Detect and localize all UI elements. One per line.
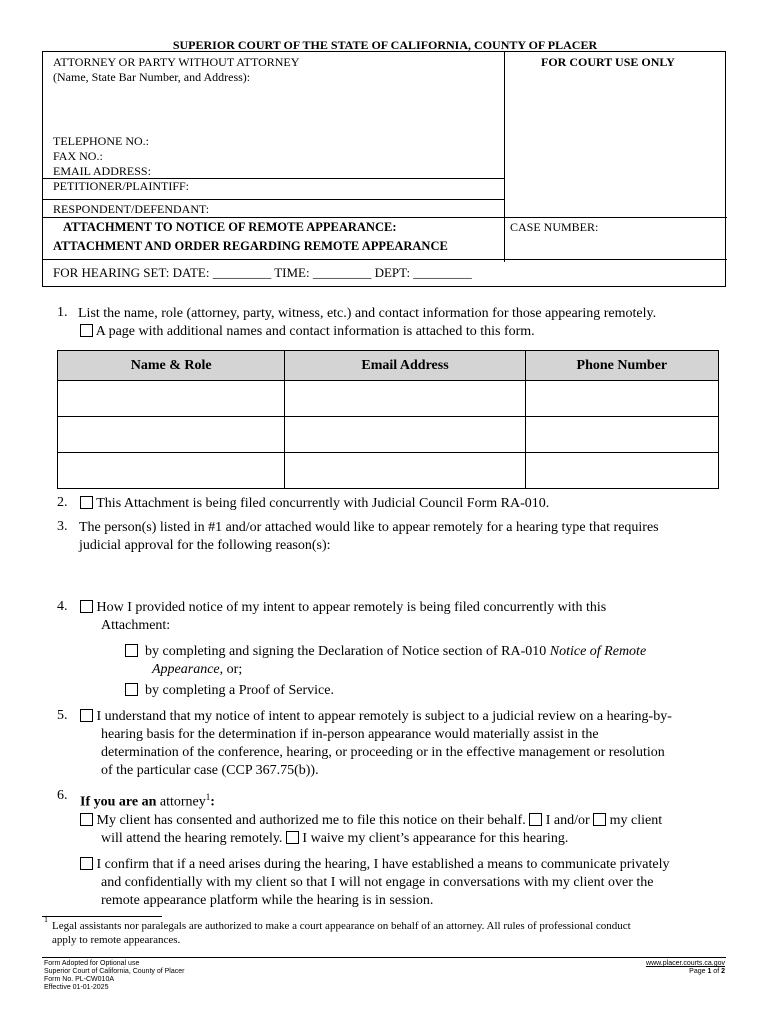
page-indicator: Page 1 of 2 bbox=[689, 968, 725, 975]
item-1-text: List the name, role (attorney, party, witness, etc.) and contact information for those appearing remotely. bbox=[78, 306, 657, 321]
item-6b-line3: remote appearance platform while the hearing is in session. bbox=[101, 893, 434, 908]
footer-left bbox=[44, 960, 184, 992]
case-number-field[interactable] bbox=[603, 220, 718, 256]
item-5-line1: I understand that my notice of intent to appear remotely is subject to a judicial review on a hearing-by- bbox=[96, 709, 672, 724]
item-6a-iand: I and/or bbox=[545, 813, 590, 828]
footer-court: Superior Court of California, County of Placer bbox=[44, 968, 185, 975]
notice-filed-checkbox[interactable] bbox=[80, 600, 93, 613]
item-5-number: 5. bbox=[57, 708, 68, 723]
name-role-cell[interactable] bbox=[58, 417, 285, 453]
remote-appearance-table bbox=[57, 350, 719, 489]
item-6a-text: My client has consented and authorized me to file this notice on their behalf. bbox=[96, 813, 526, 828]
fax-label: FAX NO.: bbox=[53, 149, 103, 163]
item-4-line1: How I provided notice of my intent to appear remotely is being filed concurrently with this bbox=[96, 600, 607, 615]
footer-divider bbox=[42, 957, 726, 958]
petitioner-label: PETITIONER/PLAINTIFF: bbox=[53, 179, 189, 193]
name-role-cell[interactable] bbox=[58, 381, 285, 417]
email-cell[interactable] bbox=[285, 381, 525, 417]
item-6-heading: If you are an bbox=[80, 794, 157, 810]
item-5-line4: of the particular case (CCP 367.75(b)). bbox=[101, 763, 319, 778]
reasons-field[interactable] bbox=[79, 557, 719, 593]
attorney-label: ATTORNEY OR PARTY WITHOUT ATTORNEY bbox=[53, 55, 300, 69]
waive-appearance-checkbox[interactable] bbox=[286, 831, 299, 844]
item-5-line2: hearing basis for the determination if in-person appearance would materially assist in the bbox=[101, 727, 599, 742]
phone-cell[interactable] bbox=[525, 417, 718, 453]
item-6b-line1: I confirm that if a need arises during the hearing, I have established a means to communicate privately bbox=[96, 857, 670, 872]
item-4-line2: Attachment: bbox=[101, 618, 171, 633]
item-6a-line2: will attend the hearing remotely. bbox=[101, 831, 283, 846]
footer-url-link[interactable]: www.placer.courts.ca.gov bbox=[646, 960, 725, 967]
item-6-colon: : bbox=[210, 794, 215, 810]
table-row bbox=[58, 417, 719, 453]
footer-right bbox=[646, 960, 725, 976]
i-attend-checkbox[interactable] bbox=[529, 813, 542, 826]
item-6a-client: my client bbox=[609, 813, 663, 828]
ra010-concurrent-checkbox[interactable] bbox=[80, 496, 93, 509]
footnote-line1: Legal assistants nor paralegals are authorized to make a court appearance on behalf of an attorney. All rules of professional conduct bbox=[52, 920, 631, 932]
item-2-number: 2. bbox=[57, 495, 68, 510]
phone-cell[interactable] bbox=[525, 381, 718, 417]
item-1-number: 1. bbox=[57, 305, 68, 320]
proof-of-service-checkbox[interactable] bbox=[125, 683, 138, 696]
item-4a-line2: , or; bbox=[219, 662, 243, 677]
item-6-attorney: attorney bbox=[156, 794, 206, 810]
item-4-number: 4. bbox=[57, 599, 68, 614]
column-header-email: Email Address bbox=[285, 351, 525, 381]
table-row bbox=[58, 381, 719, 417]
private-communication-checkbox[interactable] bbox=[80, 857, 93, 870]
declaration-notice-checkbox[interactable] bbox=[125, 644, 138, 657]
email-cell[interactable] bbox=[285, 417, 525, 453]
hearing-line[interactable]: FOR HEARING SET: DATE: _________ TIME: _________ DEPT: _________ bbox=[53, 265, 472, 280]
footnote-mark: 1 bbox=[44, 915, 48, 924]
form-title-line1: ATTACHMENT TO NOTICE OF REMOTE APPEARANCE: bbox=[63, 220, 397, 234]
column-header-name-role: Name & Role bbox=[58, 351, 285, 381]
additional-names-checkbox[interactable] bbox=[80, 324, 93, 337]
email-label: EMAIL ADDRESS: bbox=[53, 164, 151, 178]
additional-names-label: A page with additional names and contact information is attached to this form. bbox=[95, 324, 535, 339]
case-number-label: CASE NUMBER: bbox=[510, 220, 599, 234]
phone-cell[interactable] bbox=[525, 453, 718, 489]
footer-effective-date: Effective 01-01-2025 bbox=[44, 984, 109, 991]
court-use-label: FOR COURT USE ONLY bbox=[541, 55, 675, 69]
table-row bbox=[58, 453, 719, 489]
item-4a-form-name-end: Appearance bbox=[152, 662, 220, 677]
footnote-line2: apply to remote appearances. bbox=[52, 934, 181, 946]
attorney-name-address-field[interactable] bbox=[53, 92, 493, 132]
judicial-review-checkbox[interactable] bbox=[80, 709, 93, 722]
column-header-phone: Phone Number bbox=[525, 351, 718, 381]
respondent-label: RESPONDENT/DEFENDANT: bbox=[53, 202, 210, 216]
client-attend-checkbox[interactable] bbox=[593, 813, 606, 826]
email-cell[interactable] bbox=[285, 453, 525, 489]
footnote-divider bbox=[42, 916, 162, 917]
court-use-area bbox=[513, 72, 718, 212]
name-role-cell[interactable] bbox=[58, 453, 285, 489]
attorney-sublabel: (Name, State Bar Number, and Address): bbox=[53, 70, 251, 84]
item-2-text: This Attachment is being filed concurrently with Judicial Council Form RA-010. bbox=[96, 496, 550, 511]
form-title-line2: ATTACHMENT AND ORDER REGARDING REMOTE APPEARANCE bbox=[53, 239, 448, 253]
footnote-ref: 1 bbox=[205, 792, 211, 802]
telephone-label: TELEPHONE NO.: bbox=[53, 134, 149, 148]
caption-box bbox=[42, 51, 726, 287]
item-5-line3: determination of the conference, hearing, or proceeding or in the effective management or resolution bbox=[101, 745, 665, 760]
item-4a-form-name: Notice of Remote bbox=[549, 644, 647, 659]
footer-form-number: Form No. PL-CW010A bbox=[44, 976, 115, 983]
item-6b-line2: and confidentially with my client so that I will not engage in conversations with my client over the bbox=[101, 875, 654, 890]
item-4b-text: by completing a Proof of Service. bbox=[145, 683, 334, 698]
item-6a-waive: I waive my client’s appearance for this hearing. bbox=[302, 831, 569, 846]
item-3-line2: judicial approval for the following reason(s): bbox=[79, 538, 331, 553]
item-3-number: 3. bbox=[57, 519, 68, 534]
item-6-number: 6. bbox=[57, 788, 68, 803]
footer-adopted: Form Adopted for Optional use bbox=[44, 960, 140, 967]
item-3-line1: The person(s) listed in #1 and/or attached would like to appear remotely for a hearing type that requires bbox=[79, 520, 659, 535]
court-title: SUPERIOR COURT OF THE STATE OF CALIFORNIA, COUNTY OF PLACER bbox=[172, 38, 598, 52]
item-4a-line1: by completing and signing the Declaration of Notice section of RA-010 bbox=[145, 644, 550, 659]
client-consent-checkbox[interactable] bbox=[80, 813, 93, 826]
